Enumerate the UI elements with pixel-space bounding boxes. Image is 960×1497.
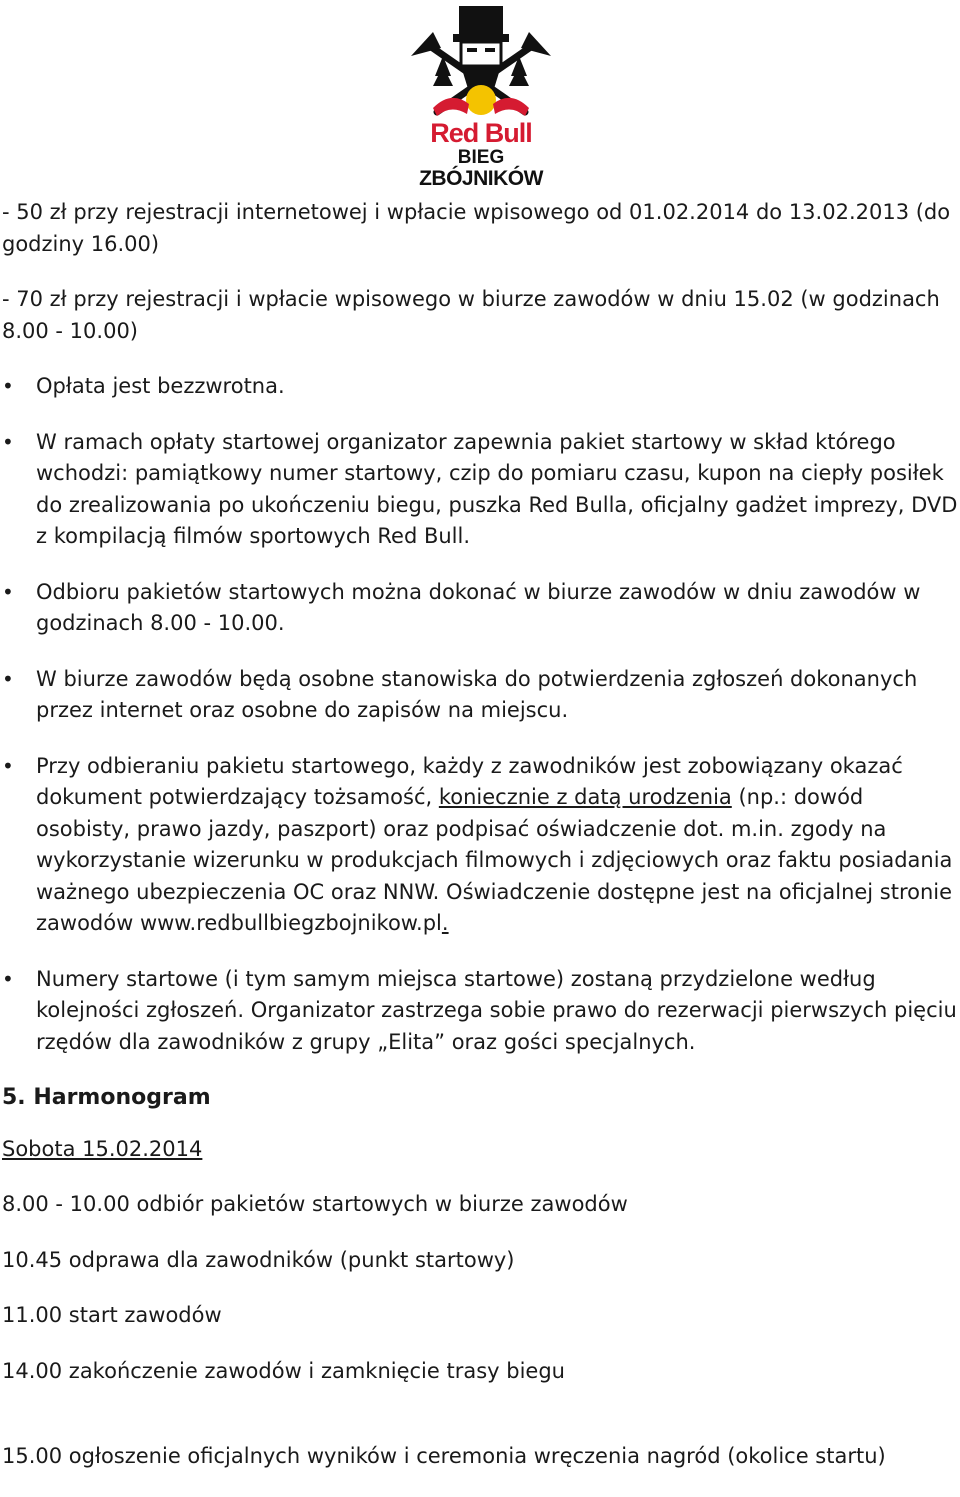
list-item-identity-document — [2, 751, 958, 940]
list-item-pack-pickup: • Odbioru pakietów startowych można dokonać w biurze zawodów w dniu zawodów w godzinach 8.00 - 10.00. — [2, 577, 958, 640]
list-item-registration-desks: • W biurze zawodów będą osobne stanowiska do potwierdzenia zgłoszeń dokonanych przez internet oraz osobne do zapisów na miejscu. — [2, 664, 958, 727]
logo-line3-text: ZBÓJNIKÓW — [419, 167, 543, 190]
id-text-part2: (np.: dowód osobisty, prawo jazdy, paszport) oraz podpisać oświadczenie dot. m.in. zgody na wykorzystanie wizerunku w produkcjach filmowych i zdjęciowych oraz faktu posiadania ważnego ubezpieczenia OC oraz NNW. Oświadczenie dostępne jest na oficjalnej stronie zawodów www.redbullbiegzbojnikow.pl — [36, 785, 953, 935]
logo-line2-text: BIEG — [457, 147, 505, 168]
list-item-nonrefundable: • Opłata jest bezzwrotna. — [2, 371, 958, 403]
event-logo — [407, 4, 555, 190]
fee-office: - 70 zł przy rejestracji i wpłacie wpisowego w biurze zawodów w dniu 15.02 (w godzinach 8.00 - 10.00) — [2, 287, 940, 343]
schedule-item: 8.00 - 10.00 odbiór pakietów startowych w biurze zawodów — [2, 1192, 628, 1216]
lumberjack-axes-icon — [407, 4, 555, 118]
schedule-day: Sobota 15.02.2014 — [2, 1136, 203, 1161]
logo-brand-text: Red Bull — [430, 118, 532, 148]
schedule-item: 14.00 zakończenie zawodów i zamknięcie trasy biegu — [2, 1358, 565, 1383]
schedule-item: 11.00 start zawodów — [2, 1303, 222, 1327]
birthdate-required-text: koniecznie z datą urodzenia — [438, 785, 732, 809]
fee-internet: - 50 zł przy rejestracji internetowej i wpłacie wpisowego od 01.02.2014 do 13.02.2013 (do godziny 16.00) — [2, 200, 951, 256]
document-body — [2, 197, 958, 1497]
schedule-item: 15.00 ogłoszenie oficjalnych wyników i ceremonia wręczenia nagród (okolice startu) — [2, 1444, 886, 1468]
section-heading: 5. Harmonogram — [2, 1085, 211, 1110]
id-text-part1: Przy odbieraniu pakietu startowego, każdy z zawodników jest zobowiązany okazać dokument potwierdzający tożsamość, — [36, 753, 903, 809]
list-item-starter-pack: • W ramach opłaty startowej organizator zapewnia pakiet startowy w skład którego wchodzi: pamiątkowy numer startowy, czip do pomiaru czasu, kupon na ciepły posiłek do zrealizowania po ukończeniu biegu, puszka Red Bulla, oficjalny gadżet imprezy, DVD z kompilacją filmów sportowych Red Bull. — [2, 427, 958, 553]
list-item-start-numbers: • Numery startowe (i tym samym miejsca startowe) zostaną przydzielone według kolejności zgłoszeń. Organizator zastrzega sobie prawo do rezerwacji pierwszych pięciu rzędów dla zawodników z grupy „Elita” oraz gości specjalnych. — [2, 964, 958, 1059]
schedule-item: 10.45 odprawa dla zawodników (punkt startowy) — [2, 1247, 515, 1272]
id-text-end: . — [441, 911, 449, 935]
